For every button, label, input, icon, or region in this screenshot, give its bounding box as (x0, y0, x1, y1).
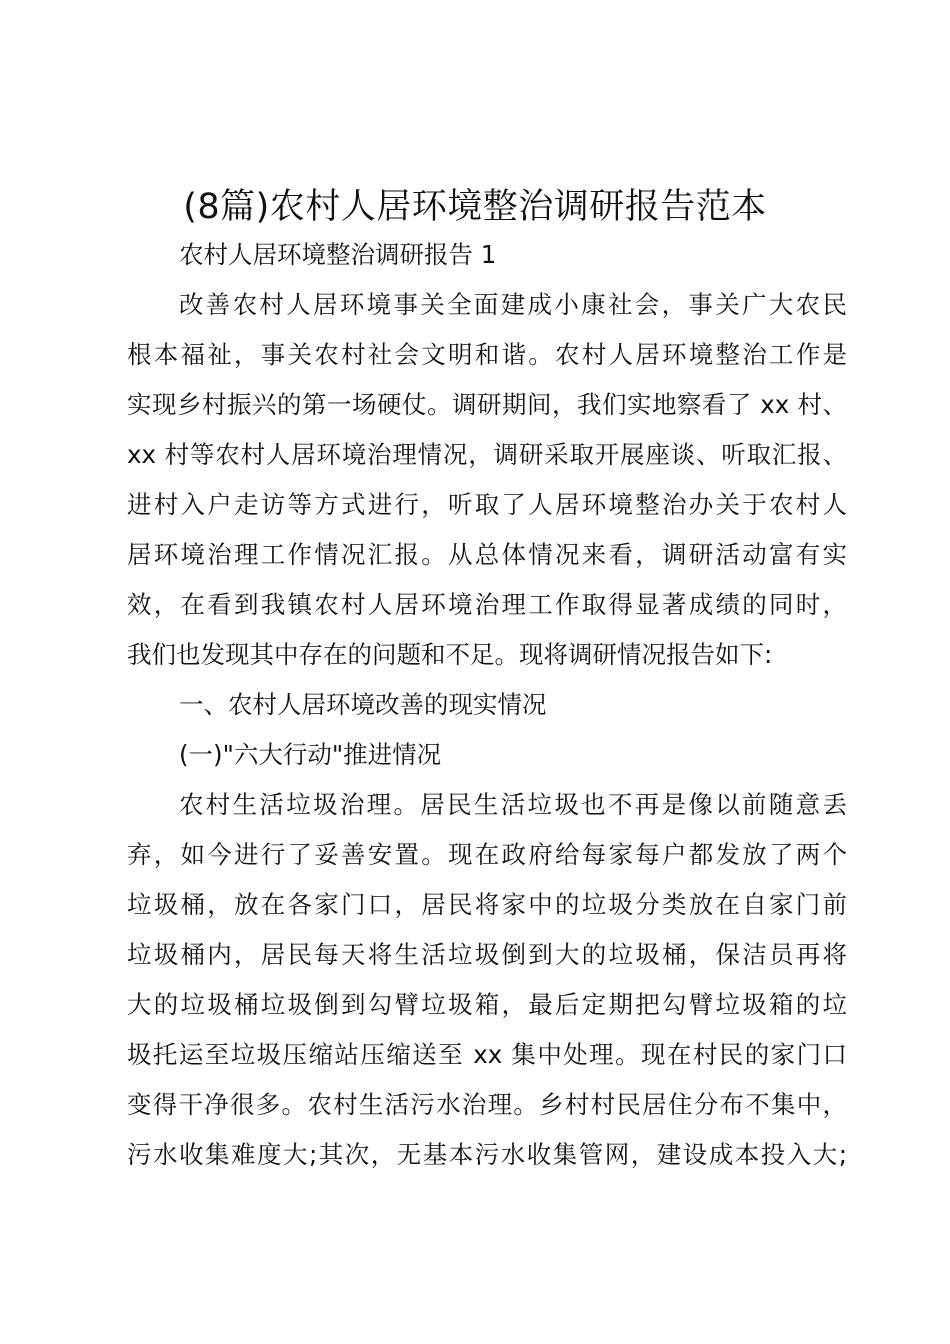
section-heading: 一、农村人居环境改善的现实情况 (179, 690, 547, 719)
paragraph-line: 改善农村人居环境事关全面建成小康社会，事关广大农民 (179, 290, 847, 319)
paragraph-line: 实现乡村振兴的第一场硬仗。调研期间，我们实地察看了 xx 村、 (127, 390, 847, 419)
subsection-heading: (一)"六大行动"推进情况 (179, 740, 442, 769)
paragraph-line: 居环境治理工作情况汇报。从总体情况来看，调研活动富有实 (127, 540, 847, 569)
paragraph-line: 圾托运至垃圾压缩站压缩送至 xx 集中处理。现在村民的家门口 (127, 1040, 847, 1069)
paragraph-line: xx 村等农村人居环境治理情况，调研采取开展座谈、听取汇报、 (127, 440, 847, 469)
paragraph-line: 我们也发现其中存在的问题和不足。现将调研情况报告如下: (127, 640, 773, 669)
paragraph-line: 进村入户走访等方式进行，听取了人居环境整治办关于农村人 (127, 490, 847, 519)
document-title: (8篇)农村人居环境整治调研报告范本 (183, 187, 767, 227)
paragraph-line: 根本福祉，事关农村社会文明和谐。农村人居环境整治工作是 (127, 340, 847, 369)
paragraph-line: 农村生活垃圾治理。居民生活垃圾也不再是像以前随意丢 (179, 790, 847, 819)
paragraph-line: 效，在看到我镇农村人居环境治理工作取得显著成绩的同时， (127, 590, 847, 619)
paragraph-line: 垃圾桶内，居民每天将生活垃圾倒到大的垃圾桶，保洁员再将 (127, 940, 847, 969)
paragraph-line: 变得干净很多。农村生活污水治理。乡村村民居住分布不集中， (127, 1090, 847, 1119)
report-subtitle: 农村人居环境整治调研报告 1 (179, 240, 497, 269)
paragraph-line: 垃圾桶，放在各家门口，居民将家中的垃圾分类放在自家门前 (127, 890, 847, 919)
paragraph-line: 弃，如今进行了妥善安置。现在政府给每家每户都发放了两个 (127, 840, 847, 869)
document-body (127, 230, 847, 1180)
paragraph-line: 污水收集难度大;其次，无基本污水收集管网，建设成本投入大; (127, 1140, 847, 1169)
paragraph-line: 大的垃圾桶垃圾倒到勾臂垃圾箱，最后定期把勾臂垃圾箱的垃 (127, 990, 847, 1019)
